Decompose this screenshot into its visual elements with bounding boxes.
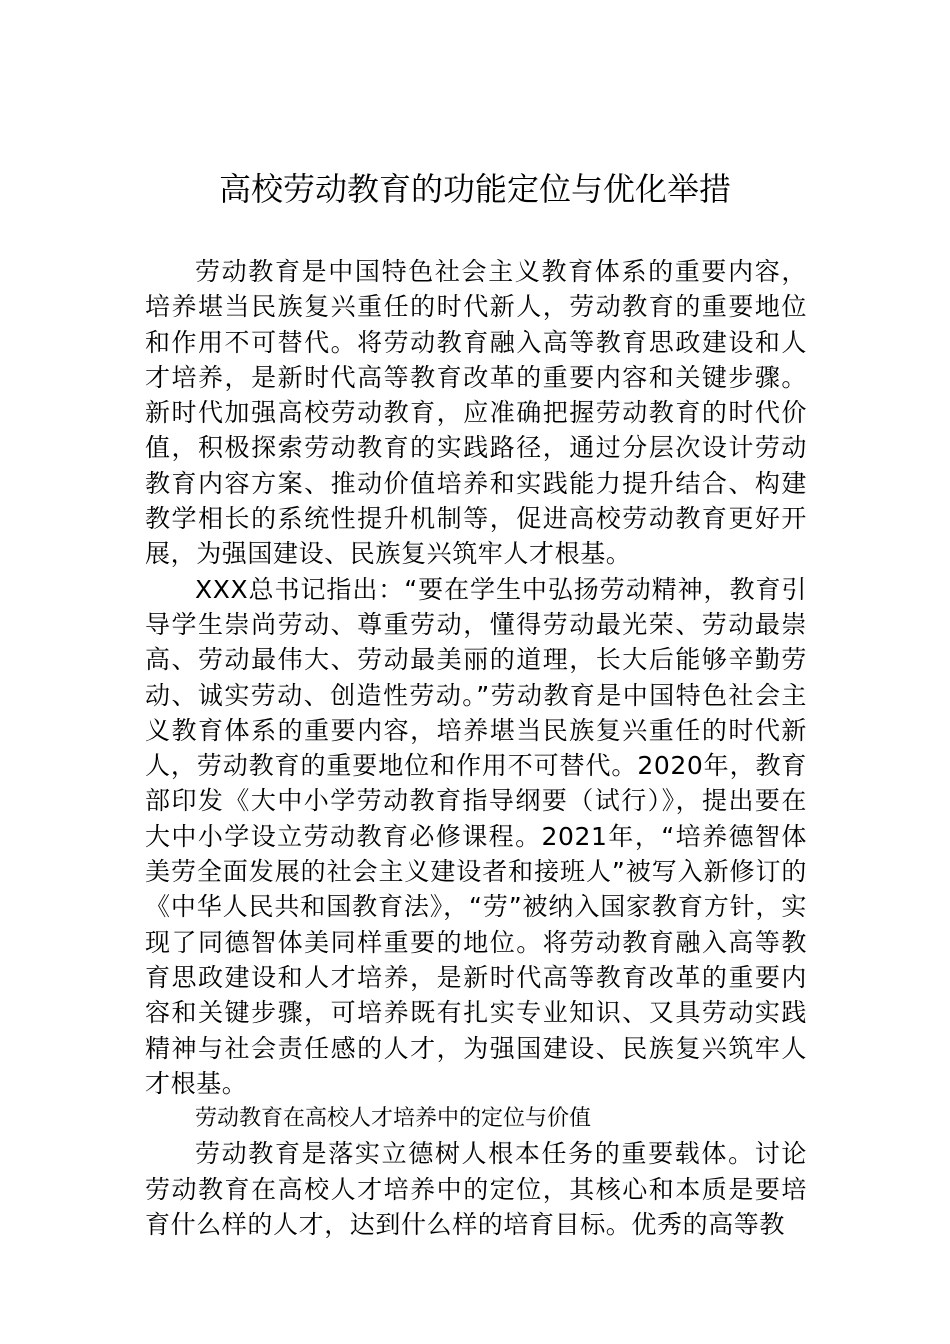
- intro-paragraph: 劳动教育是中国特色社会主义教育体系的重要内容，培养堪当民族复兴重任的时代新人，劳动教育的重要地位和作用不可替代。将劳动教育融入高等教育思政建设和人才培养，是新时代高等教育改革的重要内容和关键步骤。新时代加强高校劳动教育，应准确把握劳动教育的时代价值，积极探索劳动教育的实践路径，通过分层次设计劳动教育内容方案、推动价值培养和实践能力提升结合、构建教学相长的系统性提升机制等，促进高校劳动教育更好开展，为强国建设、民族复兴筑牢人才根基。: [145, 257, 807, 569]
- quote-paragraph: XXX总书记指出：“要在学生中弘扬劳动精神，教育引导学生崇尚劳动、尊重劳动，懂得劳动最光荣、劳动最崇高、劳动最伟大、劳动最美丽的道理，长大后能够辛勤劳动、诚实劳动、创造性劳动。”劳动教育是中国特色社会主义教育体系的重要内容，培养堪当民族复兴重任的时代新人，劳动教育的重要地位和作用不可替代。2020年，教育部印发《大中小学劳动教育指导纲要（试行）》，提出要在大中小学设立劳动教育必修课程。2021年，“培养德智体美劳全面发展的社会主义建设者和接班人”被写入新修订的《中华人民共和国教育法》，“劳”被纳入国家教育方针，实现了同德智体美同样重要的地位。将劳动教育融入高等教育思政建设和人才培养，是新时代高等教育改革的重要内容和关键步骤，可培养既有扎实专业知识、又具劳动实践精神与社会责任感的人才，为强国建设、民族复兴筑牢人才根基。: [145, 574, 807, 1098]
- section-paragraph: 劳动教育是落实立德树人根本任务的重要载体。讨论劳动教育在高校人才培养中的定位，其核心和本质是要培育什么样的人才，达到什么样的培育目标。优秀的高等教: [145, 1139, 807, 1240]
- section-heading: 劳动教育在高校人才培养中的定位与价值: [195, 1106, 592, 1132]
- document-title: 高校劳动教育的功能定位与优化举措: [218, 170, 731, 208]
- document-body: [145, 254, 807, 1242]
